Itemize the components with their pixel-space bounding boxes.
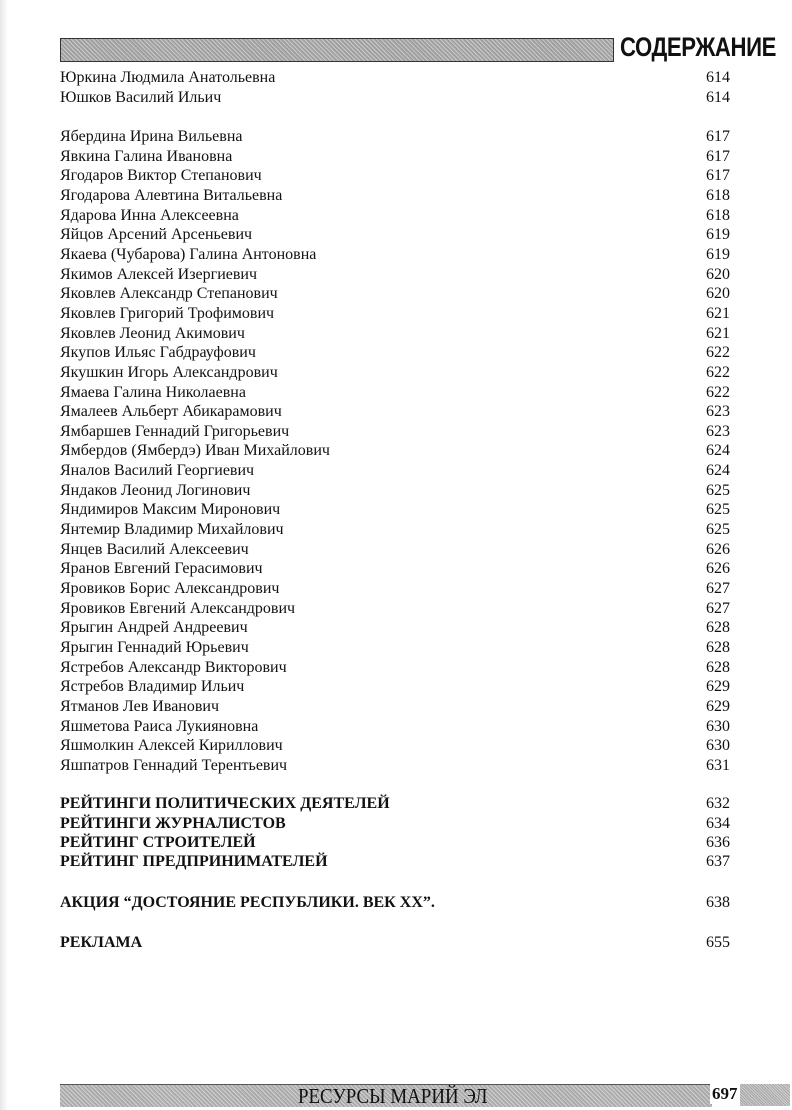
entry-page: 627 <box>706 599 730 617</box>
entry-name: Ярыгин Андрей Андреевич <box>60 619 248 637</box>
entry-page: 620 <box>706 285 730 303</box>
toc-entry <box>60 638 730 658</box>
entry-page: 631 <box>706 756 730 774</box>
toc-section <box>60 893 730 913</box>
toc-entry <box>60 559 730 579</box>
entry-page: 629 <box>706 698 730 715</box>
toc-entry <box>60 441 730 461</box>
toc-entry <box>60 677 730 697</box>
entry-name: Яковлев Григорий Трофимович <box>60 304 275 322</box>
entry-name: Якупов Ильяс Габдрауфович <box>60 344 256 362</box>
entry-name: Ямалеев Альберт Абикарамович <box>60 403 282 421</box>
entry-name: Ястребов Александр Викторович <box>60 658 287 676</box>
entry-page: 628 <box>706 619 730 637</box>
entry-page: 618 <box>706 186 730 204</box>
entry-page: 626 <box>706 540 730 558</box>
section-title: РЕЙТИНГИ ЖУРНАЛИСТОВ <box>60 815 286 832</box>
entry-name: Ястребов Владимир Ильич <box>60 678 245 696</box>
entry-page: 617 <box>706 127 730 145</box>
toc-entry <box>60 481 730 501</box>
header-pattern-bar <box>60 38 614 62</box>
toc-entry <box>60 304 730 324</box>
entry-name: Янцев Василий Алексеевич <box>60 540 249 558</box>
section-page: 638 <box>706 894 730 911</box>
entry-name: Ятманов Лев Иванович <box>60 698 220 715</box>
toc-entry <box>60 186 730 206</box>
entry-name: Якушкин Игорь Александрович <box>60 363 278 381</box>
section-page: 632 <box>706 795 730 812</box>
entry-name: Якимов Алексей Изергиевич <box>60 265 258 283</box>
entry-page: 627 <box>706 580 730 598</box>
toc-entry <box>60 658 730 678</box>
spacer <box>60 107 730 127</box>
toc-entry <box>60 68 730 88</box>
toc-entry <box>60 245 730 265</box>
entry-page: 614 <box>706 88 730 106</box>
toc-entry <box>60 206 730 226</box>
toc-entry <box>60 225 730 245</box>
toc-entry <box>60 383 730 403</box>
entry-name: Ямаева Галина Николаевна <box>60 383 246 401</box>
toc-section <box>60 794 730 814</box>
entry-page: 625 <box>706 521 730 539</box>
toc-entry <box>60 265 730 285</box>
entry-page: 619 <box>706 226 730 244</box>
section-title: РЕКЛАМА <box>60 934 143 951</box>
entry-page: 630 <box>706 717 730 735</box>
entry-page: 628 <box>706 658 730 676</box>
toc-entry <box>60 717 730 737</box>
entry-name: Янтемир Владимир Михайлович <box>60 521 284 539</box>
entry-name: Ямбердов (Ямбердэ) Иван Михайлович <box>60 442 330 460</box>
toc-entry <box>60 599 730 619</box>
entry-name: Явкина Галина Ивановна <box>60 147 233 165</box>
toc-entry <box>60 127 730 147</box>
entry-page: 620 <box>706 265 730 283</box>
toc-entry <box>60 579 730 599</box>
entry-name: Яковлев Леонид Акимович <box>60 324 245 342</box>
entry-page: 618 <box>706 206 730 224</box>
toc-entry <box>60 422 730 442</box>
entry-name: Яшметова Раиса Лукияновна <box>60 717 259 735</box>
entry-name: Яшмолкин Алексей Кириллович <box>60 737 283 755</box>
toc-entry <box>60 756 730 776</box>
page-number: 697 <box>712 1084 738 1103</box>
toc-section <box>60 814 730 834</box>
toc-entry <box>60 166 730 186</box>
entry-name: Яналов Василий Георгиевич <box>60 462 255 480</box>
entry-name: Яранов Евгений Герасимович <box>60 560 263 578</box>
toc-section <box>60 852 730 872</box>
footer-pattern-tail <box>740 1084 790 1106</box>
entry-name: Ямбаршев Геннадий Григорьевич <box>60 422 290 440</box>
toc-section <box>60 833 730 853</box>
entry-name: Яковлев Александр Степанович <box>60 285 278 303</box>
scan-edge <box>0 0 8 1110</box>
toc-entry <box>60 540 730 560</box>
toc-entry <box>60 284 730 304</box>
toc-entry <box>60 147 730 167</box>
section-page: 636 <box>706 834 730 851</box>
section-title: АКЦИЯ “ДОСТОЯНИЕ РЕСПУБЛИКИ. ВЕК XX”. <box>60 894 435 911</box>
toc-section <box>60 933 730 953</box>
entry-name: Ядарова Инна Алексеевна <box>60 206 239 224</box>
toc-entry <box>60 697 730 717</box>
entry-page: 614 <box>706 69 730 86</box>
toc-list <box>60 68 730 776</box>
entry-page: 625 <box>706 481 730 499</box>
entry-name: Яндаков Леонид Логинович <box>60 481 251 499</box>
toc-entry <box>60 324 730 344</box>
entry-page: 629 <box>706 678 730 696</box>
entry-page: 626 <box>706 560 730 578</box>
entry-page: 622 <box>706 363 730 381</box>
entry-name: Ярыгин Геннадий Юрьевич <box>60 639 249 657</box>
entry-name: Яровиков Евгений Александрович <box>60 599 296 617</box>
toc-entry <box>60 343 730 363</box>
entry-name: Яровиков Борис Александрович <box>60 580 280 598</box>
toc-entry <box>60 461 730 481</box>
entry-page: 624 <box>706 442 730 460</box>
entry-name: Ябердина Ирина Вильевна <box>60 127 243 145</box>
entry-page: 628 <box>706 639 730 657</box>
footer-title: РЕСУРСЫ МАРИЙ ЭЛ <box>298 1084 488 1108</box>
entry-page: 623 <box>706 403 730 421</box>
entry-page: 621 <box>706 304 730 322</box>
section-page: 634 <box>706 815 730 832</box>
entry-page: 617 <box>706 147 730 165</box>
entry-name: Яндимиров Максим Миронович <box>60 501 281 519</box>
entry-name: Ягодаров Виктор Степанович <box>60 167 262 185</box>
entry-page: 624 <box>706 462 730 480</box>
entry-page: 623 <box>706 422 730 440</box>
entry-name: Якаева (Чубарова) Галина Антоновна <box>60 245 317 263</box>
entry-page: 619 <box>706 245 730 263</box>
entry-page: 622 <box>706 383 730 401</box>
toc-entry <box>60 500 730 520</box>
toc-entry <box>60 520 730 540</box>
entry-page: 625 <box>706 501 730 519</box>
page-title: СОДЕРЖАНИЕ <box>620 32 776 62</box>
entry-page: 617 <box>706 167 730 185</box>
section-page: 655 <box>706 934 730 951</box>
toc-entry <box>60 402 730 422</box>
section-title: РЕЙТИНГИ ПОЛИТИЧЕСКИХ ДЕЯТЕЛЕЙ <box>60 795 390 812</box>
toc-entry <box>60 736 730 756</box>
section-title: РЕЙТИНГ СТРОИТЕЛЕЙ <box>60 834 256 851</box>
entry-page: 630 <box>706 737 730 755</box>
toc-entry <box>60 363 730 383</box>
entry-page: 621 <box>706 324 730 342</box>
section-title: РЕЙТИНГ ПРЕДПРИНИМАТЕЛЕЙ <box>60 853 328 870</box>
entry-name: Юркина Людмила Анатольевна <box>60 69 276 86</box>
section-page: 637 <box>706 853 730 870</box>
entry-name: Ягодарова Алевтина Витальевна <box>60 186 283 204</box>
entry-page: 622 <box>706 344 730 362</box>
toc-entry <box>60 618 730 638</box>
entry-name: Яйцов Арсений Арсеньевич <box>60 226 253 244</box>
entry-name: Яшпатров Геннадий Терентьевич <box>60 756 288 774</box>
toc-entry <box>60 88 730 108</box>
entry-name: Юшков Василий Ильич <box>60 88 222 106</box>
